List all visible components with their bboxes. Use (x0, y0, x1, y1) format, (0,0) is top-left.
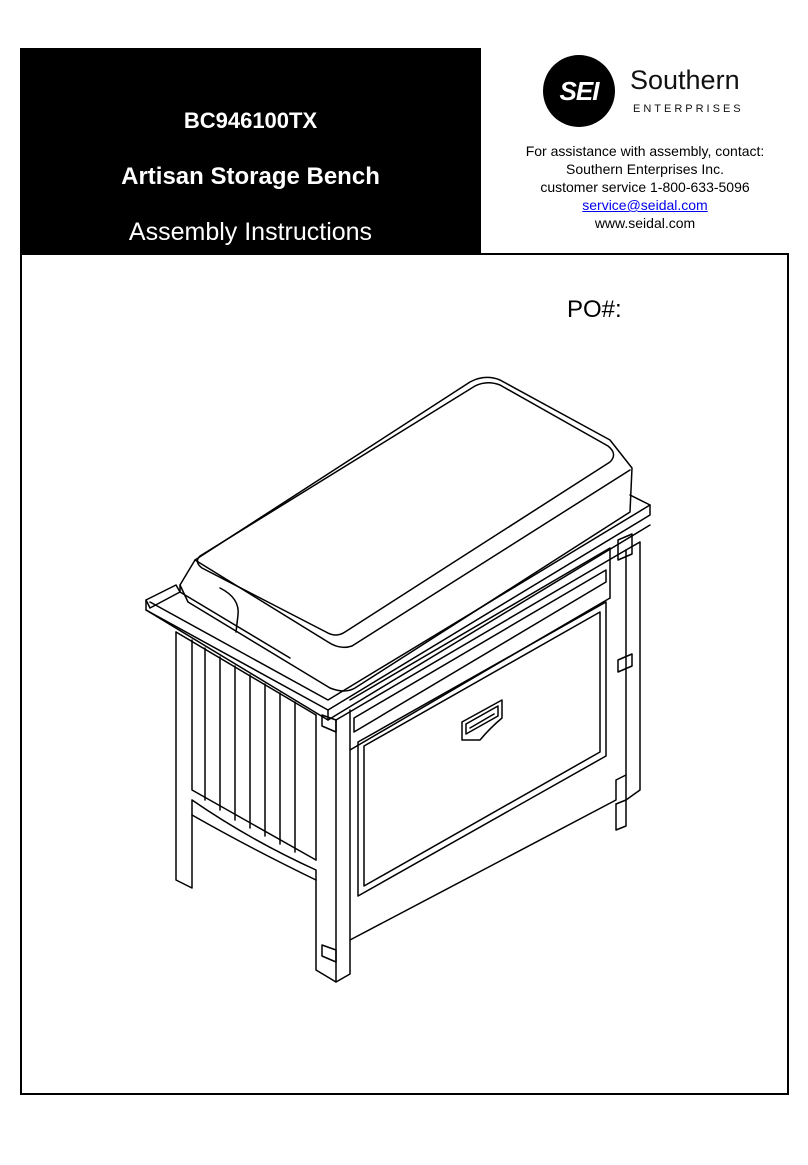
product-name: Artisan Storage Bench (121, 163, 380, 190)
side-panel (176, 632, 336, 982)
contact-intro: For assistance with assembly, contact: (525, 143, 765, 159)
model-number: BC946100TX (183, 108, 318, 133)
bench-top (146, 495, 650, 720)
storage-bench-illustration (140, 370, 670, 990)
logo-name: Southern (630, 65, 740, 95)
po-number-label: PO#: (567, 296, 622, 323)
company-logo (543, 55, 758, 125)
logo-subtitle: ENTERPRISES (633, 103, 744, 115)
front-face (336, 534, 640, 982)
contact-phone: customer service 1-800-633-5096 (540, 179, 750, 195)
contact-email-link[interactable]: service@seidal.com (582, 197, 708, 213)
drawer-handle-icon (462, 700, 502, 740)
cushion (180, 377, 632, 691)
sei-logo-icon: SEI (543, 55, 615, 127)
title-block (20, 48, 481, 253)
contact-website: www.seidal.com (594, 215, 696, 231)
document-type: Assembly Instructions (128, 218, 373, 246)
contact-company: Southern Enterprises Inc. (566, 161, 724, 177)
contact-block (488, 142, 802, 232)
